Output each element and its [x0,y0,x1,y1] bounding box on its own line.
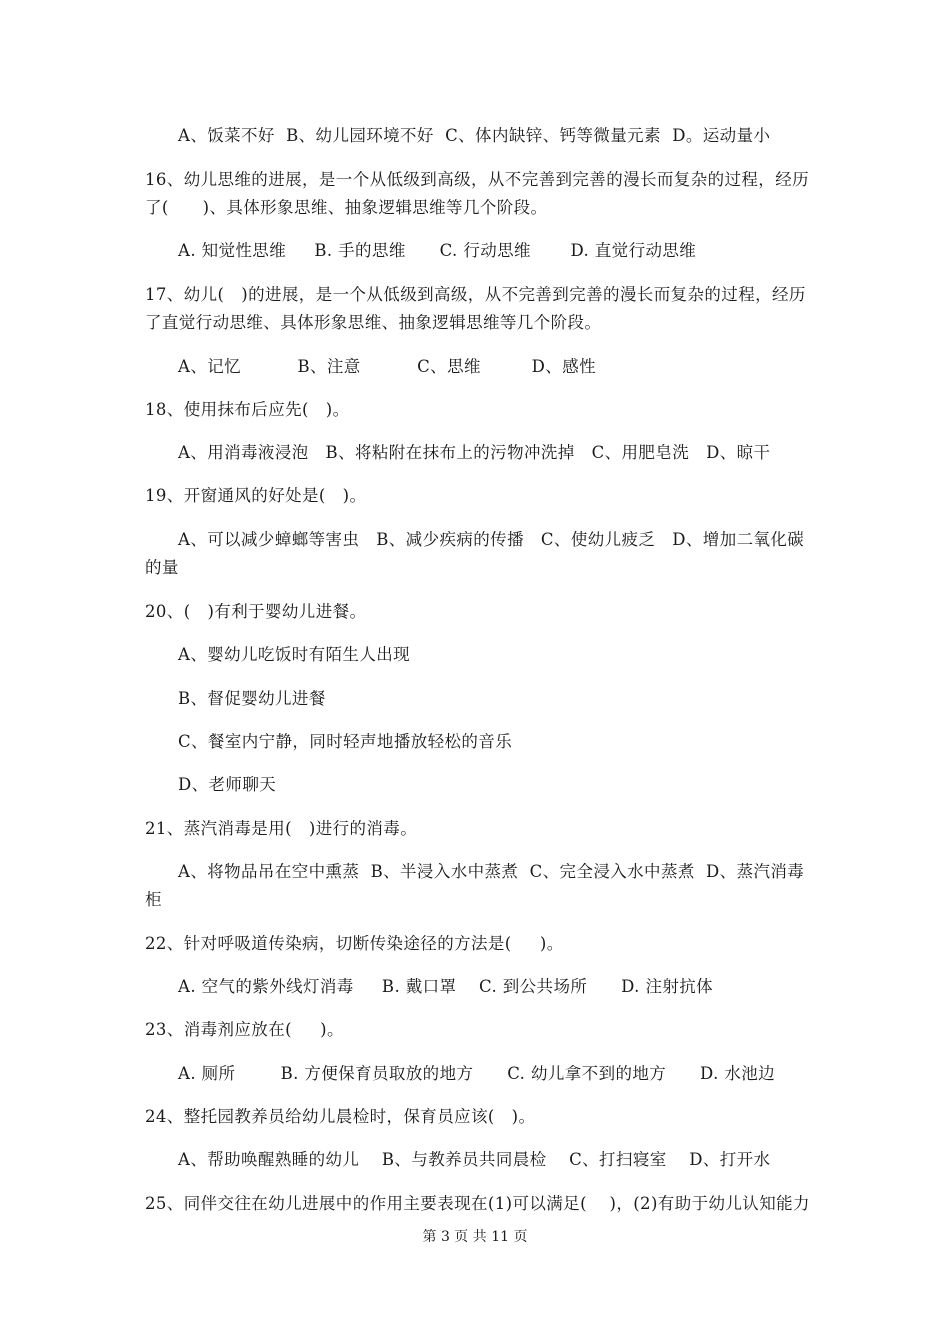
option-line-22: A. 空气的紫外线灯消毒 B. 戴口罩 C. 到公共场所 D. 注射抗体 [178,977,714,996]
option-line-19-cont: 的量 [145,558,179,577]
question-21: 21、蒸汽消毒是用( )进行的消毒。 [145,819,418,838]
option-line-21-cont: 柜 [145,890,162,909]
option-line-15: A、饭菜不好 B、幼儿园环境不好 C、体内缺锌、钙等微量元素 D。运动量小 [178,126,771,145]
question-20: 20、( )有利于婴幼儿进餐。 [145,602,367,621]
option-line-23: A. 厕所 B. 方便保育员取放的地方 C. 幼儿拿不到的地方 D. 水池边 [178,1064,776,1083]
option-line-21: A、将物品吊在空中熏蒸 B、半浸入水中蒸煮 C、完全浸入水中蒸煮 D、蒸汽消毒 [178,862,805,881]
option-20-d: D、老师聊天 [178,775,277,794]
question-22: 22、针对呼吸道传染病，切断传染途径的方法是( )。 [145,934,564,953]
question-16: 16、幼儿思维的进展，是一个从低级到高级，从不完善到完善的漫长而复杂的过程，经历 [145,170,809,189]
question-18: 18、使用抹布后应先( )。 [145,400,350,419]
option-20-b: B、督促婴幼儿进餐 [178,689,326,708]
option-line-17: A、记忆 B、注意 C、思维 D、感性 [178,357,596,376]
question-19: 19、开窗通风的好处是( )。 [145,486,367,505]
question-17-cont: 了直觉行动思维、具体形象思维、抽象逻辑思维等几个阶段。 [145,313,602,332]
question-23: 23、消毒剂应放在( )。 [145,1020,344,1039]
question-17: 17、幼儿( )的进展，是一个从低级到高级，从不完善到完善的漫长而复杂的过程，经历 [145,285,806,304]
option-line-18: A、用消毒液浸泡 B、将粘附在抹布上的污物冲洗掉 C、用肥皂洗 D、晾干 [178,443,771,462]
question-25: 25、同伴交往在幼儿进展中的作用主要表现在(1)可以满足( )，(2)有助于幼儿认知能力 [145,1194,810,1213]
option-20-c: C、餐室内宁静，同时轻声地播放轻松的音乐 [178,732,513,751]
question-16-cont: 了( )、具体形象思维、抽象逻辑思维等几个阶段。 [145,198,548,217]
option-line-19: A、可以减少蟑螂等害虫 B、减少疾病的传播 C、使幼儿疲乏 D、增加二氧化碳 [178,530,805,549]
option-line-24: A、帮助唤醒熟睡的幼儿 B、与教养员共同晨检 C、打扫寝室 D、打开水 [178,1150,771,1169]
question-24: 24、整托园教养员给幼儿晨检时，保育员应该( )。 [145,1107,536,1126]
option-20-a: A、婴幼儿吃饭时有陌生人出现 [178,645,411,664]
option-line-16: A. 知觉性思维 B. 手的思维 C. 行动思维 D. 直觉行动思维 [178,241,697,260]
page-footer: 第 3 页 共 11 页 [422,1229,528,1245]
